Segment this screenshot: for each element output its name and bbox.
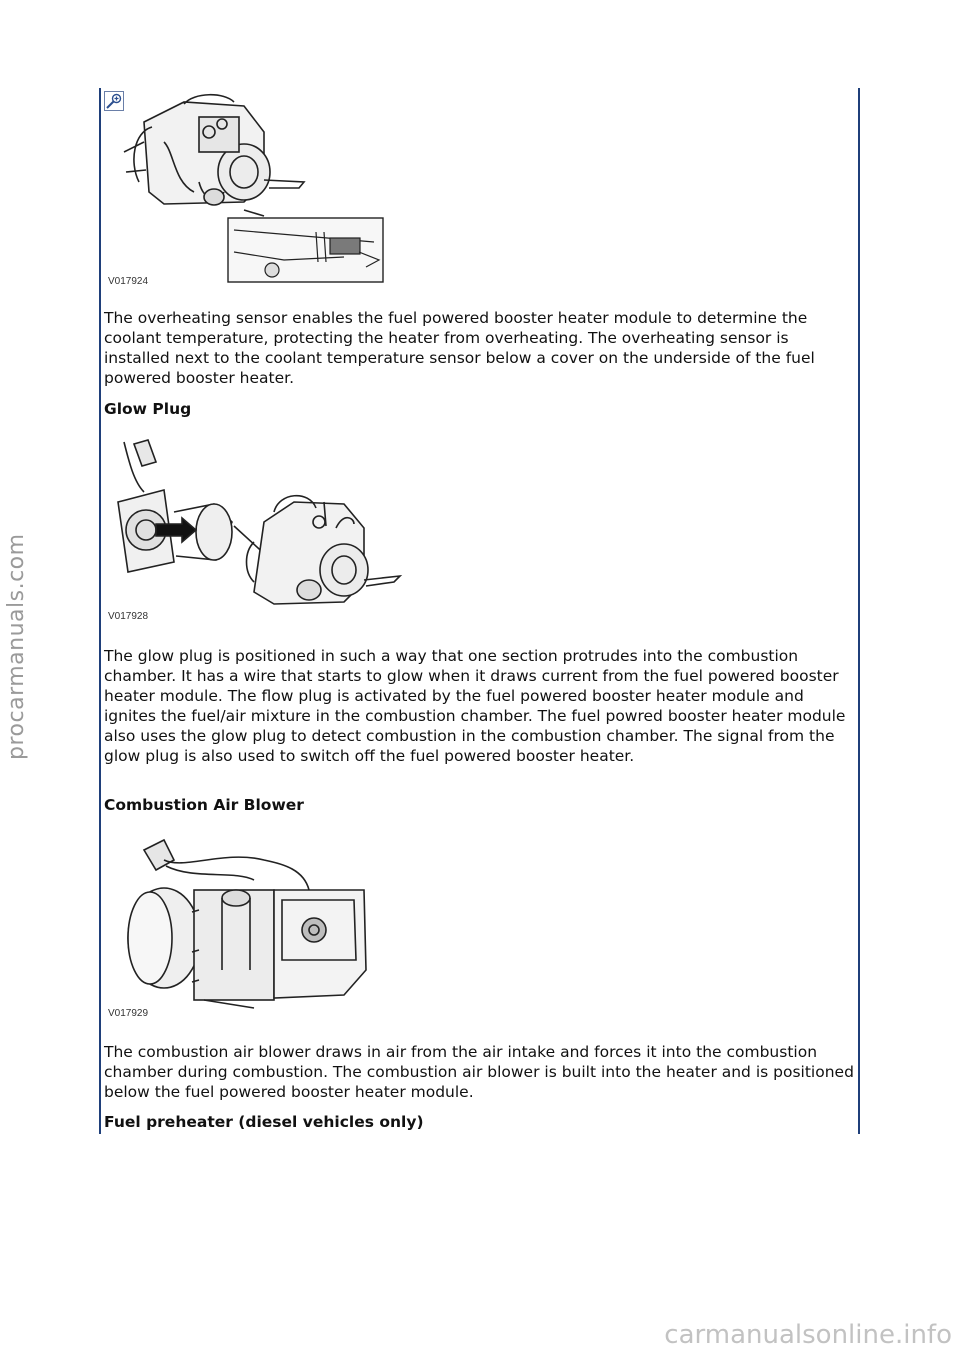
figure-label-glow-plug: V017928 xyxy=(108,611,149,622)
glow-plug-heading: Glow Plug xyxy=(104,400,192,418)
overheat-sensor-illustration xyxy=(104,92,394,288)
fuel-preheater-heading: Fuel preheater (diesel vehicles only) xyxy=(104,1113,424,1131)
air-blower-paragraph: The combustion air blower draws in air from the air intake and forces it into the combustion chamber during combustion. The combustion air blower is built into the heater and is positioned below the fuel powered booster heater module. xyxy=(104,1043,854,1101)
left-border-rule xyxy=(99,88,101,1134)
right-border-rule xyxy=(858,88,860,1134)
side-watermark: procarmanuals.com xyxy=(4,533,29,760)
glow-plug-paragraph: The glow plug is positioned in such a way that one section protrudes into the combustion chamber. It has a wire that starts to glow when it draws current from the fuel powered booster heater module. The flow plug is activated by the fuel powered booster heater module and ignites the fuel/air mixture in the combustion chamber. The fuel powred booster heater module also uses the glow plug to detect combustion in the combustion chamber. The signal from the glow plug is also used to switch off the fuel powered booster heater. xyxy=(104,647,846,765)
combustion-air-blower-illustration xyxy=(104,830,384,1020)
glow-plug-illustration xyxy=(104,432,408,626)
figure-label-air-blower: V017929 xyxy=(108,1008,149,1019)
figure-label-overheat-sensor: V017924 xyxy=(108,276,149,287)
bottom-watermark: carmanualsonline.info xyxy=(664,1320,952,1350)
overheat-sensor-paragraph: The overheating sensor enables the fuel powered booster heater module to determine the coolant temperature, protecting the heater from overheating. The overheating sensor is installed next to the coolant temperature sensor below a cover on the underside of the fuel powered booster heater. xyxy=(104,309,815,387)
air-blower-heading: Combustion Air Blower xyxy=(104,796,304,814)
